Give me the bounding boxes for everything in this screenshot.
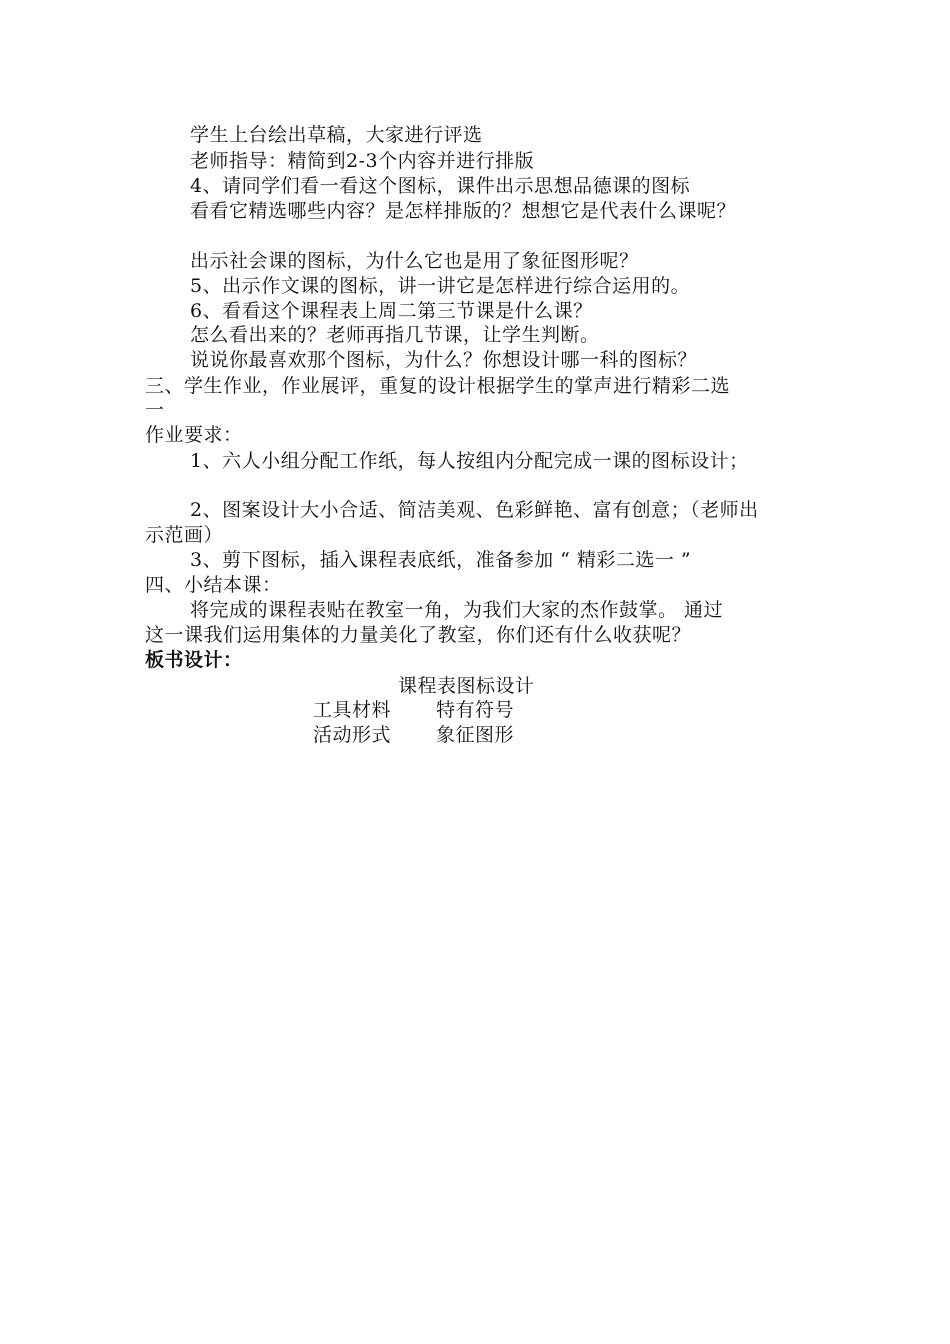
section-heading: 四、小结本课：	[145, 574, 282, 596]
text-line: 5、出示作文课的图标，讲一讲它是怎样进行综合运用的。	[190, 275, 691, 297]
text-line: 4、请同学们看一看这个图标，课件出示思想品德课的图标	[190, 175, 691, 197]
text-line: 作业要求：	[145, 424, 243, 446]
board-design-heading: 板书设计：	[145, 649, 243, 671]
text-line: 说说你最喜欢那个图标，为什么？你想设计哪一科的图标？	[190, 349, 698, 371]
text-line: 将完成的课程表贴在教室一角，为我们大家的杰作鼓掌。 通过	[190, 599, 724, 621]
text-line: 示范画）	[145, 524, 224, 546]
text-line: 3、剪下图标，插入课程表底纸，准备参加 “ 精彩二选一 ”	[190, 549, 692, 571]
text-line: 老师指导：精简到2-3个内容并进行排版	[190, 150, 535, 172]
board-item: 工具材料	[313, 699, 392, 721]
section-heading: 三、学生作业，作业展评，重复的设计根据学生的掌声进行精彩二选	[145, 375, 731, 397]
text-line: 学生上台绘出草稿，大家进行评选	[190, 124, 483, 146]
board-item: 象征图形	[436, 724, 515, 746]
text-line: 出示社会课的图标，为什么它也是用了象征图形呢？	[190, 250, 639, 272]
text-line: 1、六人小组分配工作纸，每人按组内分配完成一课的图标设计；	[190, 450, 749, 472]
text-line: 看看它精选哪些内容？是怎样排版的？想想它是代表什么课呢？	[190, 200, 737, 222]
text-line: 2、图案设计大小合适、简洁美观、色彩鲜艳、富有创意；（老师出	[190, 499, 759, 521]
board-title: 课程表图标设计	[398, 675, 535, 697]
text-line: 怎么看出来的？老师再指几节课，让学生判断。	[190, 324, 600, 346]
board-item: 特有符号	[436, 699, 515, 721]
board-item: 活动形式	[313, 724, 392, 746]
text-line: 这一课我们运用集体的力量美化了教室，你们还有什么收获呢？	[145, 624, 692, 646]
text-line: 一	[145, 399, 165, 421]
text-line: 6、看看这个课程表上周二第三节课是什么课？	[190, 300, 593, 322]
